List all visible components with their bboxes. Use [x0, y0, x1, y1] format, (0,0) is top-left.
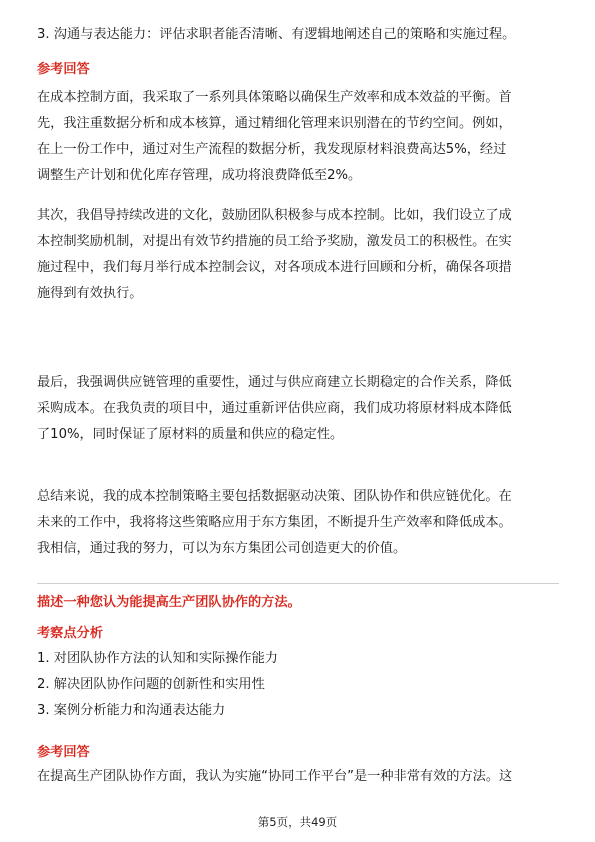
- paragraph-line: 最后，我强调供应链管理的重要性，通过与供应商建立长期稳定的合作关系，降低: [37, 375, 512, 390]
- paragraph-line: 施得到有效执行。: [37, 286, 143, 301]
- paragraph-line: 其次，我倡导持续改进的文化，鼓励团队积极参与成本控制。比如，我们设立了成: [37, 208, 512, 223]
- answer-paragraph-2: [37, 203, 512, 307]
- analysis-heading: 考察点分析: [37, 626, 103, 641]
- answer-heading-prev: 参考回答: [37, 62, 90, 77]
- paragraph-line: 采购成本。在我负责的项目中，通过重新评估供应商，我们成功将原材料成本降低: [37, 401, 512, 416]
- criterion-3: 3. 沟通与表达能力：评估求职者能否清晰、有逻辑地阐述自己的策略和实施过程。: [37, 27, 516, 42]
- answer-first-line: 在提高生产团队协作方面，我认为实施“协同工作平台”是一种非常有效的方法。这: [37, 769, 513, 784]
- paragraph-line: 先，我注重数据分析和成本核算，通过精细化管理来识别潜在的节约空间。例如，: [37, 116, 512, 131]
- analysis-list: [37, 646, 278, 724]
- paragraph-line: 了10%，同时保证了原材料的质量和供应的稳定性。: [37, 427, 344, 442]
- paragraph-line: 未来的工作中，我将将这些策略应用于东方集团，不断提升生产效率和降低成本。: [37, 515, 512, 530]
- paragraph-line: 在上一份工作中，通过对生产流程的数据分析，我发现原材料浪费高达5%，经过: [37, 142, 507, 157]
- analysis-item: 3. 案例分析能力和沟通表达能力: [37, 703, 226, 718]
- paragraph-line: 施过程中，我们每月举行成本控制会议，对各项成本进行回顾和分析，确保各项措: [37, 260, 512, 275]
- page-footer: 第5页，共49页: [257, 815, 338, 829]
- paragraph-line: 总结来说，我的成本控制策略主要包括数据驱动决策、团队协作和供应链优化。在: [37, 489, 512, 504]
- answer-paragraph-1: [37, 85, 512, 189]
- paragraph-line: 我相信，通过我的努力，可以为东方集团公司创造更大的价值。: [37, 541, 407, 556]
- analysis-item: 2. 解决团队协作问题的创新性和实用性: [37, 677, 265, 692]
- answer-heading-next: 参考回答: [37, 745, 90, 760]
- section-divider: [37, 583, 559, 584]
- answer-paragraph-3: [37, 370, 512, 448]
- paragraph-line: 本控制奖励机制，对提出有效节约措施的员工给予奖励，激发员工的积极性。在实: [37, 234, 512, 249]
- answer-paragraph-4: [37, 484, 512, 562]
- analysis-item: 1. 对团队协作方法的认知和实际操作能力: [37, 651, 278, 666]
- question-heading: 描述一种您认为能提高生产团队协作的方法。: [37, 595, 301, 610]
- paragraph-line: 调整生产计划和优化库存管理，成功将浪费降低至2%。: [37, 168, 362, 183]
- paragraph-line: 在成本控制方面，我采取了一系列具体策略以确保生产效率和成本效益的平衡。首: [37, 90, 512, 105]
